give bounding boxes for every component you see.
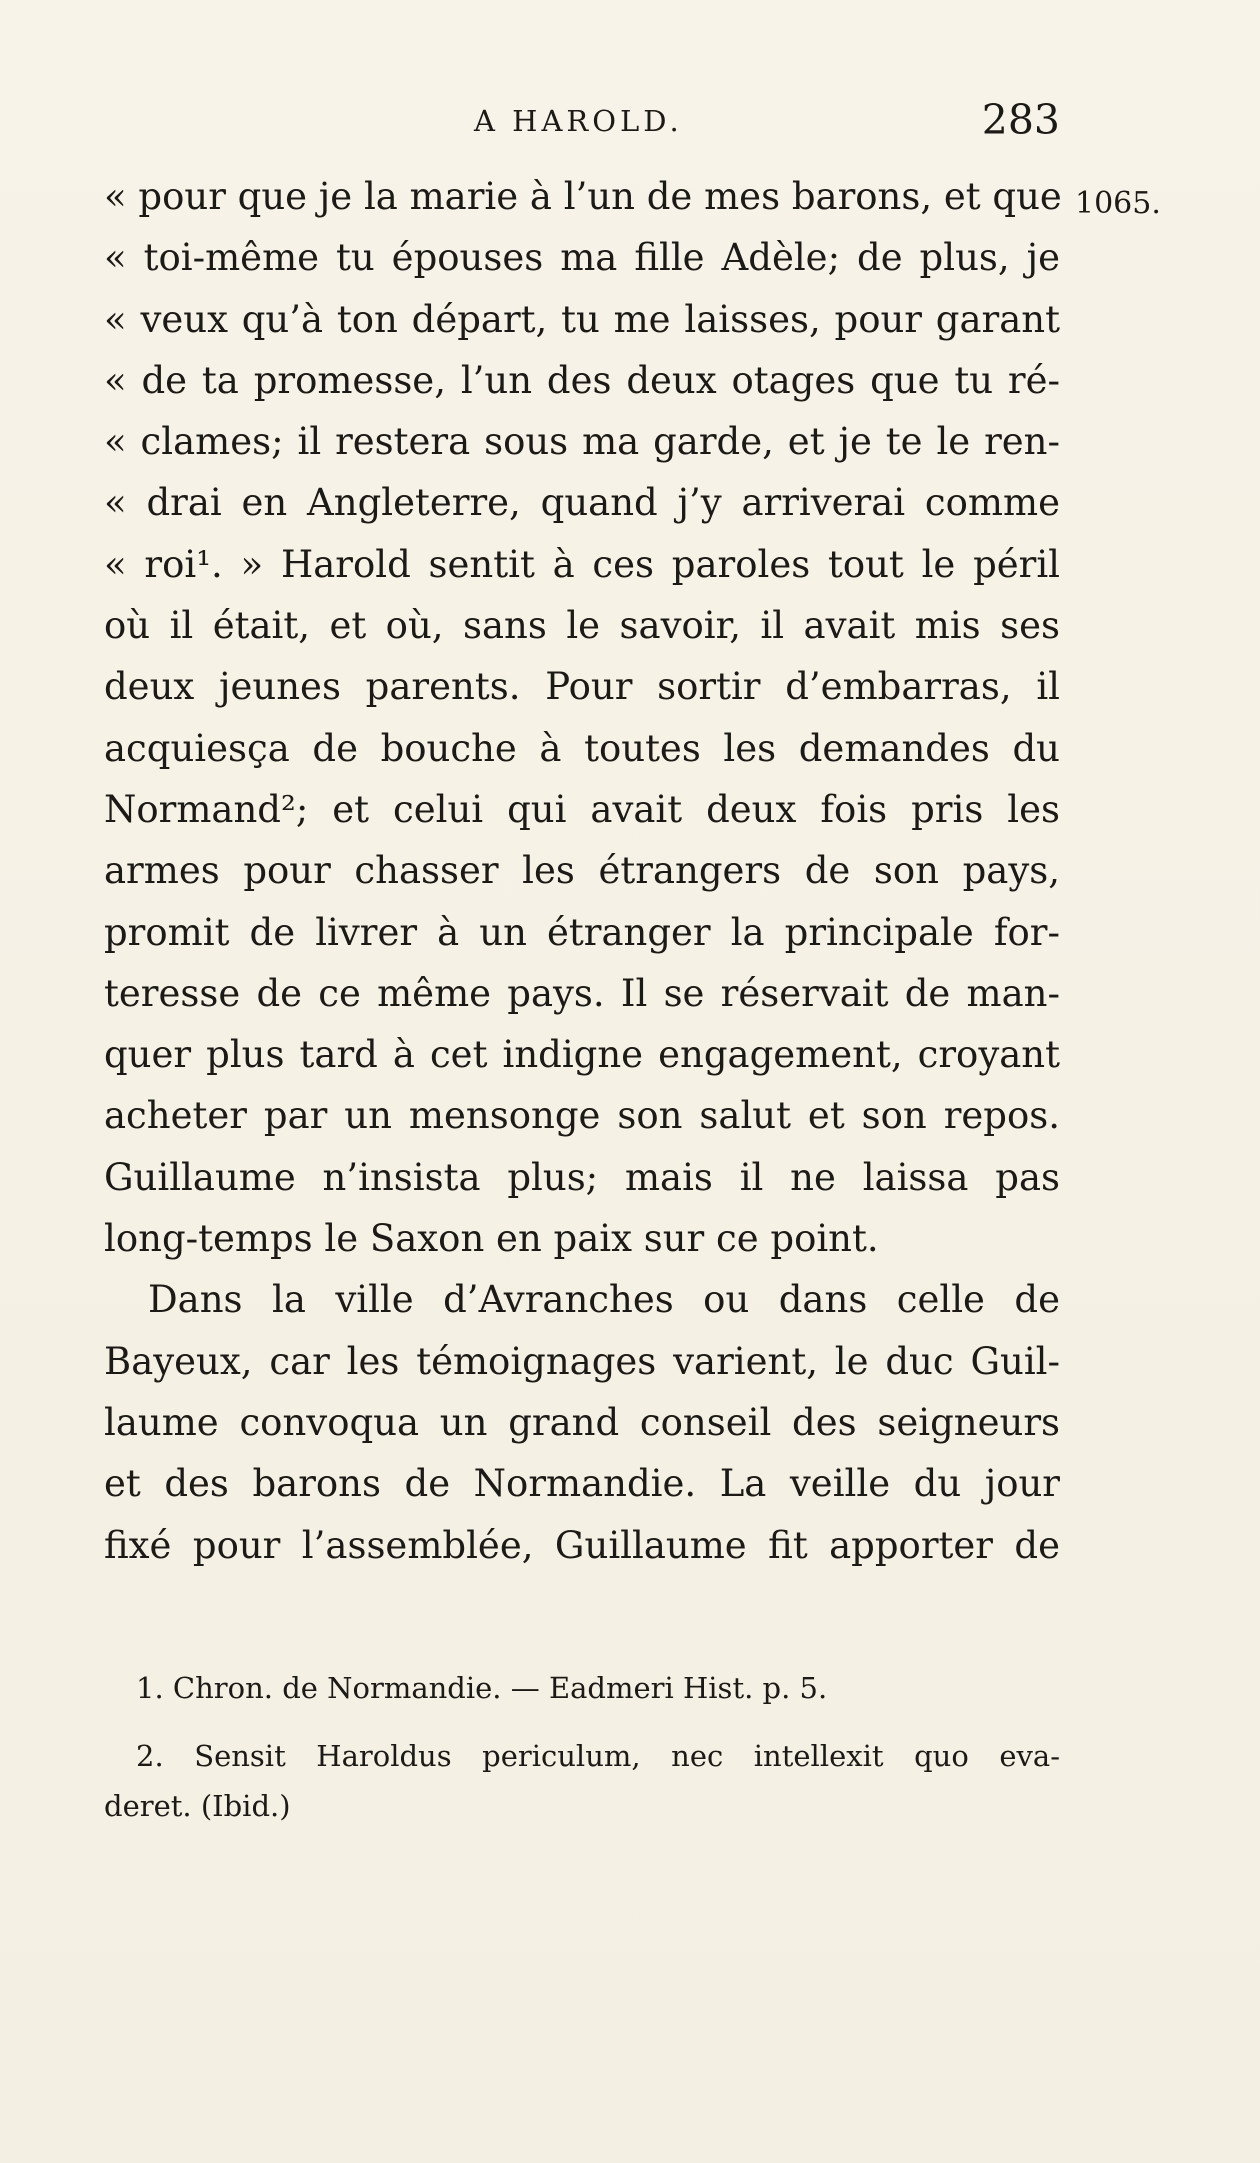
text-line: fixé pour l’assemblée, Guillaume fit apporter de (104, 1523, 1060, 1567)
text-line-paragraph-end: long-temps le Saxon en paix sur ce point. (104, 1217, 879, 1261)
footnote-2: 2. Sensit Haroldus periculum, nec intellexit quo eva- (136, 1739, 1060, 1773)
text-line: « clames; il restera sous ma garde, et je te le ren- (104, 420, 1060, 464)
text-line: « toi-même tu épouses ma fille Adèle; de plus, je (104, 236, 1060, 280)
running-title: A HAROLD. (474, 104, 683, 138)
page-number: 283 (981, 96, 1060, 144)
text-line: acquiesça de bouche à toutes les demandes du (104, 726, 1060, 770)
text-line: où il était, et où, sans le savoir, il avait mis ses (104, 604, 1060, 648)
footnote-1: 1. Chron. de Normandie. — Eadmeri Hist. p. 5. (136, 1671, 828, 1705)
text-line: « de ta promesse, l’un des deux otages que tu ré- (104, 358, 1060, 402)
text-line: teresse de ce même pays. Il se réservait de man- (104, 971, 1060, 1015)
text-line: Normand²; et celui qui avait deux fois pris les (104, 787, 1060, 831)
text-line: et des barons de Normandie. La veille du jour (104, 1462, 1060, 1506)
text-line: armes pour chasser les étrangers de son pays, (104, 849, 1060, 893)
text-line: deux jeunes parents. Pour sortir d’embarras, il (104, 665, 1060, 709)
footnotes (104, 1663, 1060, 1831)
page-header (104, 96, 1060, 152)
text-line: « drai en Angleterre, quand j’y arriverai comme (104, 481, 1060, 525)
text-line: Bayeux, car les témoignages varient, le duc Guil- (104, 1339, 1060, 1383)
text-line: « pour que je la marie à l’un de mes barons, et que (104, 175, 1062, 218)
text-line: Guillaume n’insista plus; mais il ne laissa pas (104, 1155, 1060, 1199)
margin-date-note: 1065. (1075, 186, 1161, 221)
body-text (104, 166, 1060, 1576)
text-line: laume convoqua un grand conseil des seigneurs (104, 1400, 1060, 1444)
footnote-2-continuation: deret. (Ibid.) (104, 1789, 291, 1823)
text-line: « veux qu’à ton départ, tu me laisses, pour garant (104, 297, 1060, 341)
text-line: quer plus tard à cet indigne engagement, croyant (104, 1033, 1060, 1077)
text-line: « roi¹. » Harold sentit à ces paroles tout le péril (104, 542, 1060, 586)
text-line: acheter par un mensonge son salut et son repos. (104, 1094, 1060, 1138)
text-line: promit de livrer à un étranger la principale for- (104, 910, 1060, 954)
text-line-paragraph-start: Dans la ville d’Avranches ou dans celle de (148, 1278, 1060, 1322)
